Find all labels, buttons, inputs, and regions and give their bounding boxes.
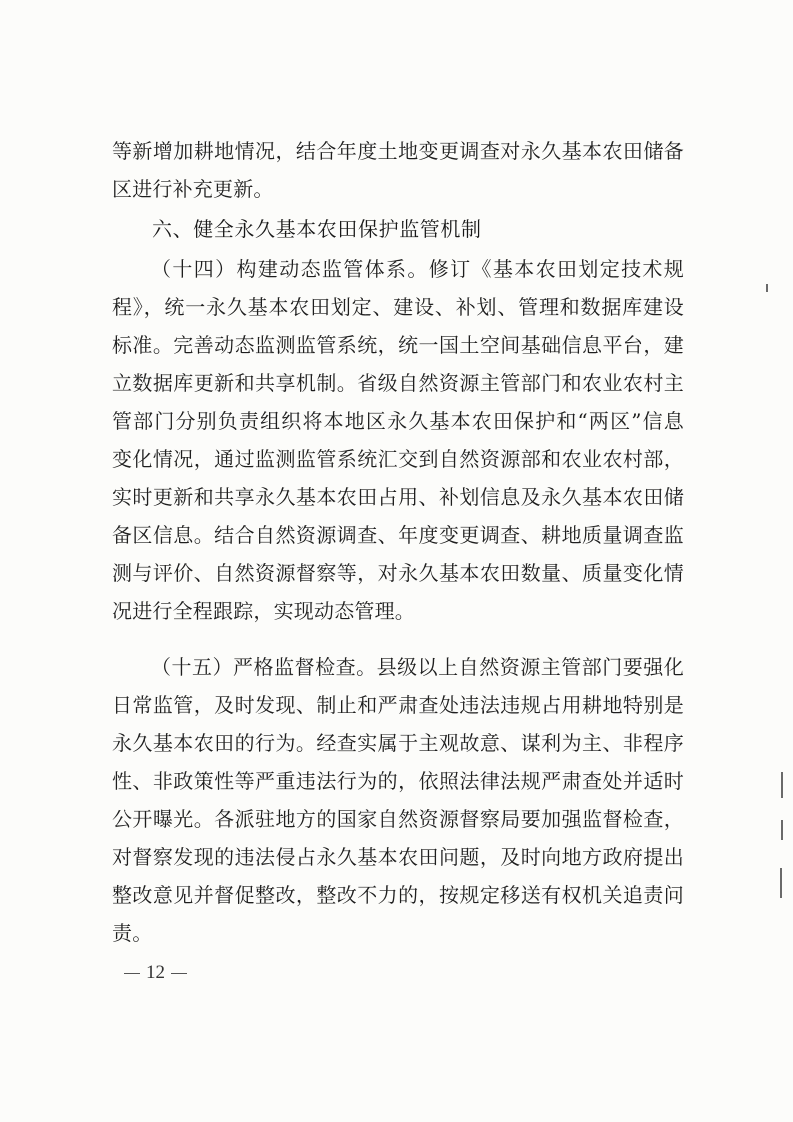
body-line: 管部门分别负责组织将本地区永久基本农田保护和“两区”信息: [112, 409, 684, 433]
dash-right: [171, 973, 187, 974]
body-line: 公开曝光。各派驻地方的国家自然资源督察局要加强监督检查，: [112, 807, 684, 831]
body-line: 日常监管，及时发现、制止和严肃查处违法违规占用耕地特别是: [112, 693, 684, 717]
section-heading: 六、健全永久基本农田保护监管机制: [152, 217, 482, 241]
paragraph-first-line: （十四）构建动态监管体系。修订《基本农田划定技术规: [151, 257, 684, 281]
dash-left: [124, 973, 140, 974]
body-line: 实时更新和共享永久基本农田占用、补划信息及永久基本农田储: [112, 485, 684, 509]
scan-mark: [766, 284, 768, 292]
page-number: [118, 958, 193, 988]
body-line: 对督察发现的违法侵占永久基本农田问题，及时向地方政府提出: [112, 845, 684, 869]
body-line: 区进行补充更新。: [112, 177, 274, 201]
body-line: 标准。完善动态监测监管系统，统一国土空间基础信息平台，建: [112, 333, 684, 357]
body-line: 等新增加耕地情况，结合年度土地变更调查对永久基本农田储备: [112, 139, 684, 163]
paragraph-first-line: （十五）严格监督检查。县级以上自然资源主管部门要强化: [151, 655, 684, 679]
body-line: 整改意见并督促整改，整改不力的，按规定移送有权机关追责问: [112, 883, 684, 907]
body-line: 程》，统一永久基本农田划定、建设、补划、管理和数据库建设: [112, 295, 684, 319]
scan-mark: [780, 868, 782, 898]
page-number-value: 12: [146, 962, 165, 983]
body-line: 测与评价、自然资源督察等，对永久基本农田数量、质量变化情: [112, 561, 684, 585]
body-line: 永久基本农田的行为。经查实属于主观故意、谋利为主、非程序: [112, 731, 684, 755]
body-line: 责。: [112, 921, 153, 945]
scan-mark: [781, 772, 783, 798]
body-line: 性、非政策性等严重违法行为的，依照法律法规严肃查处并适时: [112, 769, 684, 793]
body-line: 变化情况，通过监测监管系统汇交到自然资源部和农业农村部，: [112, 447, 684, 471]
scan-mark: [781, 820, 783, 840]
body-line: 况进行全程跟踪，实现动态管理。: [112, 599, 415, 623]
body-line: 备区信息。结合自然资源调查、年度变更调查、耕地质量调查监: [112, 523, 684, 547]
body-line: 立数据库更新和共享机制。省级自然资源主管部门和农业农村主: [112, 371, 684, 395]
